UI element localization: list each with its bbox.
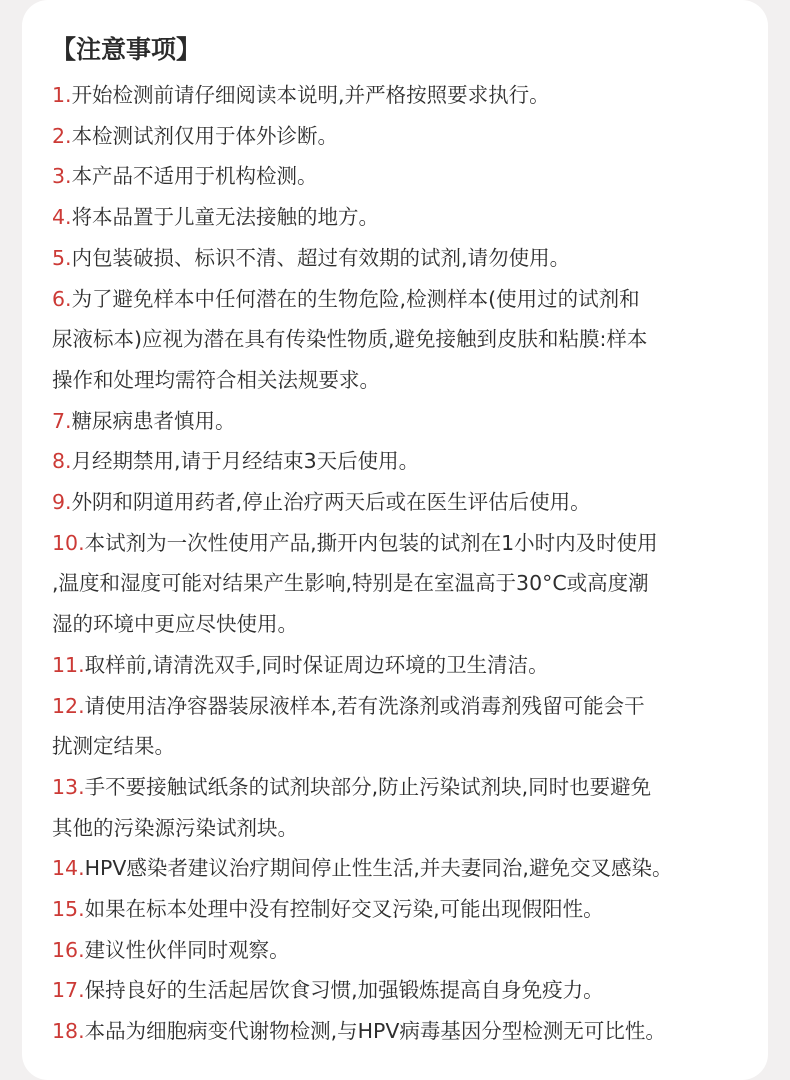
note-text: ,温度和湿度可能对结果产生影响,特别是在室温高于30°C或高度潮	[52, 571, 649, 596]
note-line	[52, 645, 752, 686]
note-number: 8.	[52, 449, 72, 474]
note-number: 13.	[52, 774, 85, 799]
note-line	[52, 726, 752, 767]
note-line	[52, 686, 752, 727]
note-line	[52, 563, 752, 604]
note-number: 6.	[52, 286, 72, 311]
note-line	[52, 482, 752, 523]
note-line	[52, 604, 752, 645]
section-title: 【注意事项】	[51, 35, 202, 64]
note-line	[52, 970, 752, 1011]
note-line	[52, 441, 752, 482]
note-line	[52, 360, 752, 401]
note-number: 7.	[52, 408, 72, 433]
note-text: 外阴和阴道用药者,停止治疗两天后或在医生评估后使用。	[71, 490, 591, 515]
note-text: 将本品置于儿童无法接触的地方。	[71, 205, 380, 230]
note-text: 为了避免样本中任何潜在的生物危险,检测样本(使用过的试剂和	[71, 286, 640, 311]
note-text: HPV感染者建议治疗期间停止性生活,并夫妻同治,避免交叉感染。	[84, 856, 673, 881]
note-text: 如果在标本处理中没有控制好交叉污染,可能出现假阳性。	[84, 897, 604, 922]
note-number: 16.	[52, 937, 85, 962]
note-text: 内包装破损、标识不清、超过有效期的试剂,请勿使用。	[71, 245, 571, 270]
note-number: 5.	[52, 245, 72, 270]
note-line	[52, 930, 752, 971]
note-line	[52, 238, 752, 279]
note-line	[52, 197, 752, 238]
note-number: 12.	[52, 693, 85, 718]
note-text: 本品为细胞病变代谢物检测,与HPV病毒基因分型检测无可比性。	[84, 1019, 666, 1044]
notes-list	[52, 75, 752, 1052]
note-text: 取样前,请清洗双手,同时保证周边环境的卫生清洁。	[84, 652, 549, 677]
note-number: 2.	[52, 123, 72, 148]
note-line	[52, 1011, 752, 1052]
note-line	[52, 279, 752, 320]
note-text: 开始检测前请仔细阅读本说明,并严格按照要求执行。	[71, 83, 550, 107]
note-number: 17.	[52, 978, 85, 1003]
note-number: 3.	[52, 164, 72, 189]
note-line	[52, 319, 752, 360]
note-number: 15.	[52, 897, 85, 922]
note-text: 其他的污染源污染试剂块。	[52, 815, 298, 840]
note-text: 请使用洁净容器装尿液样本,若有洗涤剂或消毒剂残留可能会干	[84, 693, 645, 718]
note-text: 手不要接触试纸条的试剂块部分,防止污染试剂块,同时也要避免	[84, 774, 652, 799]
note-line	[52, 156, 752, 197]
note-number: 14.	[52, 856, 85, 881]
note-line	[52, 848, 752, 889]
note-text: 操作和处理均需符合相关法规要求。	[52, 367, 380, 392]
note-line	[52, 767, 752, 808]
note-text: 月经期禁用,请于月经结束3天后使用。	[71, 449, 420, 474]
note-text: 建议性伙伴同时观察。	[84, 937, 290, 962]
note-line	[52, 808, 752, 849]
note-number: 11.	[52, 652, 85, 677]
note-text: 本产品不适用于机构检测。	[71, 164, 318, 189]
note-line	[52, 523, 752, 564]
note-text: 尿液标本)应视为潜在具有传染性物质,避免接触到皮肤和粘膜:样本	[52, 327, 648, 352]
note-number: 18.	[52, 1019, 85, 1044]
note-line	[52, 889, 752, 930]
note-text: 湿的环境中更应尽快使用。	[52, 612, 298, 637]
note-line	[52, 116, 752, 157]
note-number: 1.	[52, 83, 72, 107]
note-text: 糖尿病患者慎用。	[71, 408, 236, 433]
note-text: 本检测试剂仅用于体外诊断。	[71, 123, 339, 148]
note-number: 10.	[52, 530, 85, 555]
note-text: 保持良好的生活起居饮食习惯,加强锻炼提高自身免疫力。	[84, 978, 604, 1003]
note-line	[52, 401, 752, 442]
note-text: 本试剂为一次性使用产品,撕开内包装的试剂在1小时内及时使用	[84, 530, 658, 555]
note-number: 9.	[52, 490, 72, 515]
note-number: 4.	[52, 205, 72, 230]
note-text: 扰测定结果。	[52, 734, 175, 759]
note-line	[52, 75, 752, 116]
